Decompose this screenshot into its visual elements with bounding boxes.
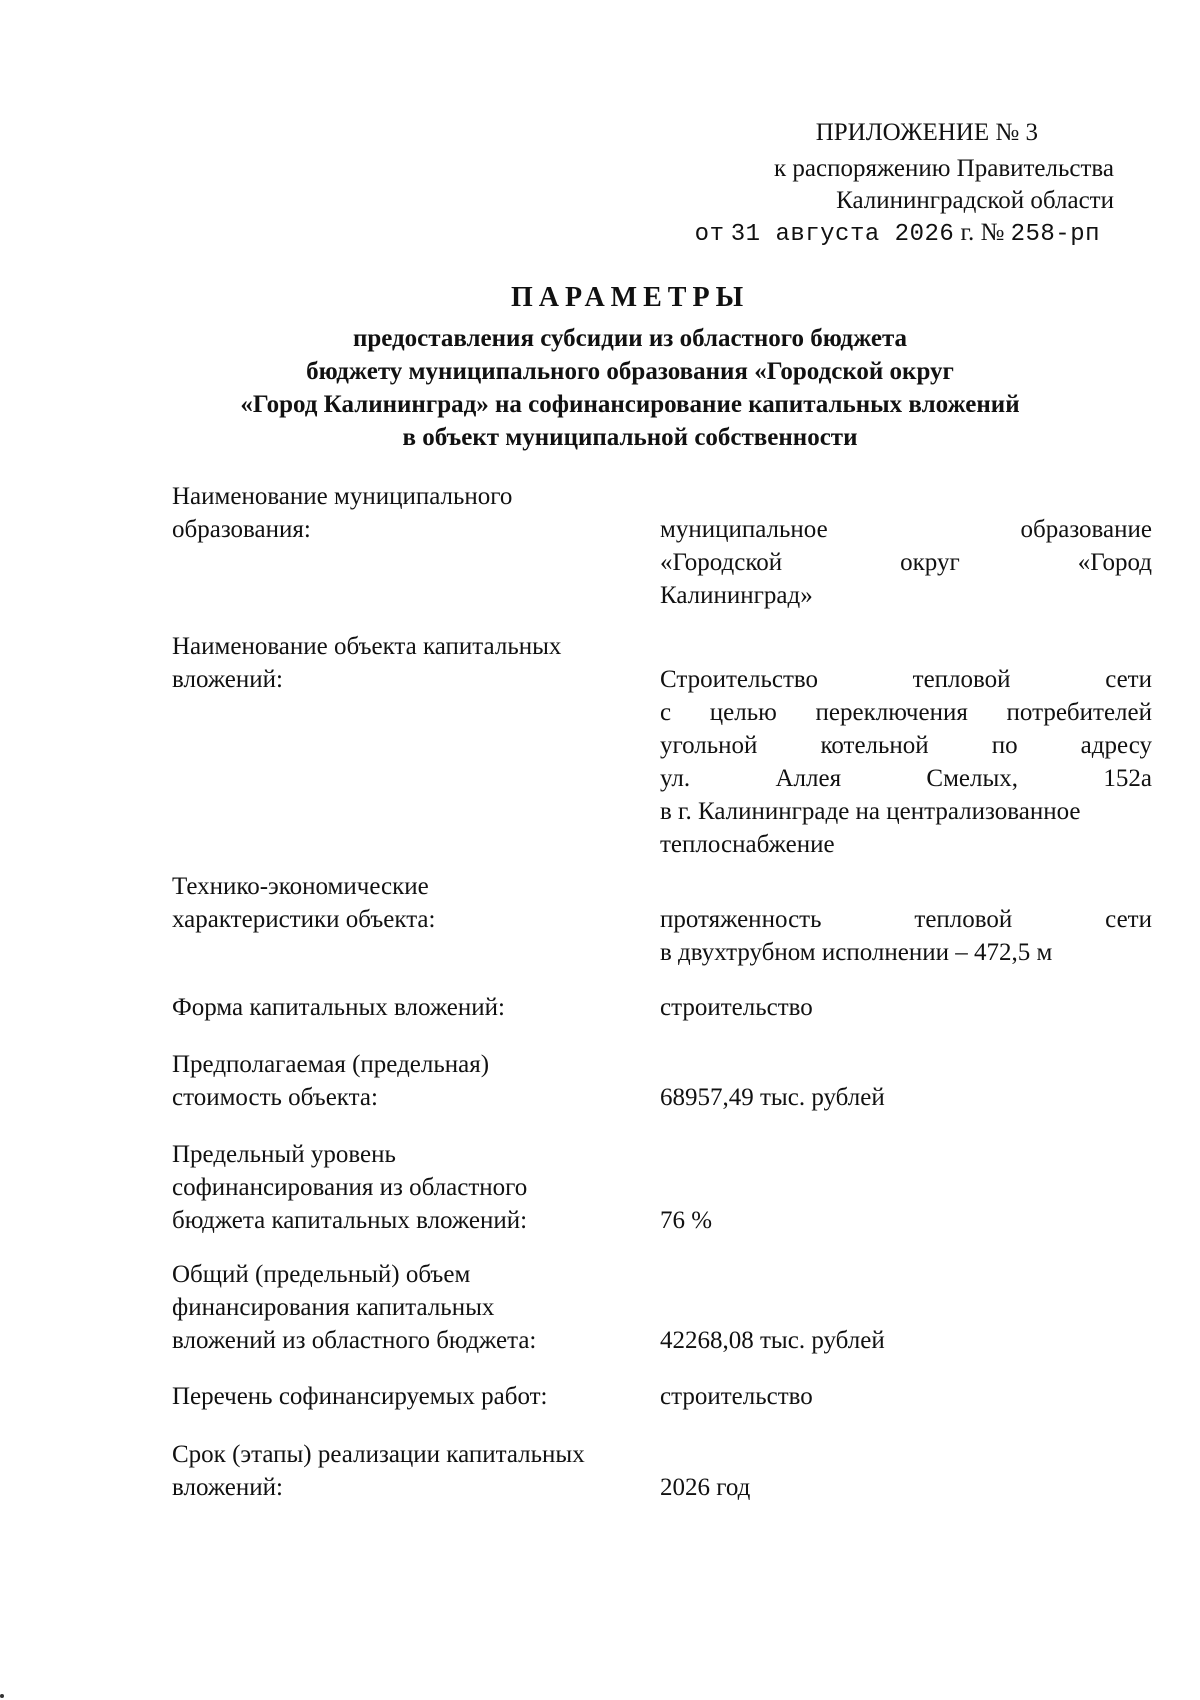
value-word: Аллея [775, 765, 842, 792]
value-word: сети [1105, 666, 1152, 693]
value-line: в г. Калининграде на централизованное [660, 798, 1081, 825]
param-value [660, 513, 1152, 612]
value-line [660, 513, 1152, 546]
value-word: котельной [820, 732, 929, 759]
value-word: Строительство [660, 666, 819, 693]
param-label [172, 991, 652, 1024]
param-value [660, 1204, 1152, 1237]
param-value [660, 663, 1152, 861]
label-line: характеристики объекта: [172, 906, 436, 933]
value-line: Калининград» [660, 582, 813, 609]
value-line [660, 663, 1152, 696]
subtitle-line: «Город Калининград» на софинансирование капитальных вложений [240, 391, 1020, 418]
param-value [660, 1471, 1152, 1504]
label-line: Форма капитальных вложений: [172, 994, 505, 1021]
date-prefix: от [694, 221, 725, 248]
param-label [172, 870, 652, 936]
subtitle-line: предоставления субсидии из областного бюджета [352, 325, 908, 352]
value-word: 152а [1103, 765, 1152, 792]
label-line: вложений: [172, 666, 283, 693]
label-line: бюджета капитальных вложений: [172, 1207, 528, 1234]
label-line: Технико-экономические [172, 873, 429, 900]
value-word: муниципальное [660, 516, 828, 543]
param-label [172, 1380, 652, 1413]
value-word: потребителей [1006, 699, 1152, 726]
value-word: адресу [1080, 732, 1152, 759]
value-word: угольной [660, 732, 758, 759]
value-word: целью [709, 699, 777, 726]
value-word: тепловой [912, 666, 1011, 693]
value-line [660, 729, 1152, 762]
document-subtitle [60, 322, 1200, 454]
label-line: Предполагаемая (предельная) [172, 1051, 490, 1078]
value-line: 68957,49 тыс. рублей [660, 1084, 885, 1111]
param-value [660, 991, 1152, 1024]
value-word: по [991, 732, 1018, 759]
appendix-number: ПРИЛОЖЕНИЕ № 3 [815, 119, 1038, 146]
appendix-reference: к распоряжению Правительства [773, 155, 1114, 182]
title-block [0, 282, 1200, 454]
value-line: в двухтрубном исполнении – 472,5 м [660, 939, 1053, 966]
appendix-date-line [695, 218, 1100, 250]
value-word: тепловой [914, 906, 1013, 933]
param-label [172, 1438, 652, 1504]
param-value [660, 1081, 1152, 1114]
value-line: теплоснабжение [660, 831, 835, 858]
value-line [660, 903, 1152, 936]
value-line [660, 696, 1152, 729]
scan-mark [0, 1694, 4, 1698]
value-word: ул. [660, 765, 691, 792]
document-title: ПАРАМЕТРЫ [510, 282, 750, 313]
value-line [660, 546, 1152, 579]
value-word: с [660, 699, 672, 726]
label-line: финансирования капитальных [172, 1294, 495, 1321]
label-line: софинансирования из областного [172, 1174, 528, 1201]
subtitle-line: бюджету муниципального образования «Городской округ [306, 358, 954, 385]
label-line: вложений: [172, 1474, 283, 1501]
param-value [660, 1380, 1152, 1413]
label-line: вложений из областного бюджета: [172, 1327, 537, 1354]
param-label [172, 1258, 652, 1357]
value-word: округ [900, 549, 960, 576]
param-label [172, 480, 652, 546]
label-line: стоимость объекта: [172, 1084, 378, 1111]
label-line: Наименование объекта капитальных [172, 633, 562, 660]
value-line: строительство [660, 1383, 813, 1410]
label-line: Перечень софинансируемых работ: [172, 1383, 548, 1410]
subtitle-line: в объект муниципальной собственности [402, 424, 858, 451]
value-word: переключения [815, 699, 968, 726]
value-line [660, 762, 1152, 795]
value-line: 2026 год [660, 1474, 751, 1501]
value-word: образование [1020, 516, 1152, 543]
value-line: 76 % [660, 1207, 713, 1234]
document-number: 258-рп [1010, 221, 1100, 248]
date-number-label: г. № [960, 219, 1005, 246]
param-value [660, 903, 1152, 969]
label-line: образования: [172, 516, 311, 543]
label-line: Общий (предельный) объем [172, 1261, 471, 1288]
label-line: Срок (этапы) реализации капитальных [172, 1441, 585, 1468]
value-word: «Город [1077, 549, 1152, 576]
param-label [172, 1048, 652, 1114]
param-label [172, 630, 652, 696]
date-value: 31 августа 2026 [730, 221, 955, 248]
value-line: 42268,08 тыс. рублей [660, 1327, 885, 1354]
appendix-region: Калининградской области [836, 187, 1114, 214]
label-line: Наименование муниципального [172, 483, 513, 510]
value-word: протяженность [660, 906, 822, 933]
param-value [660, 1324, 1152, 1357]
param-label [172, 1138, 652, 1237]
label-line: Предельный уровень [172, 1141, 396, 1168]
value-word: Смелых, [926, 765, 1019, 792]
value-word: «Городской [660, 549, 783, 576]
value-word: сети [1105, 906, 1152, 933]
value-line: строительство [660, 994, 813, 1021]
